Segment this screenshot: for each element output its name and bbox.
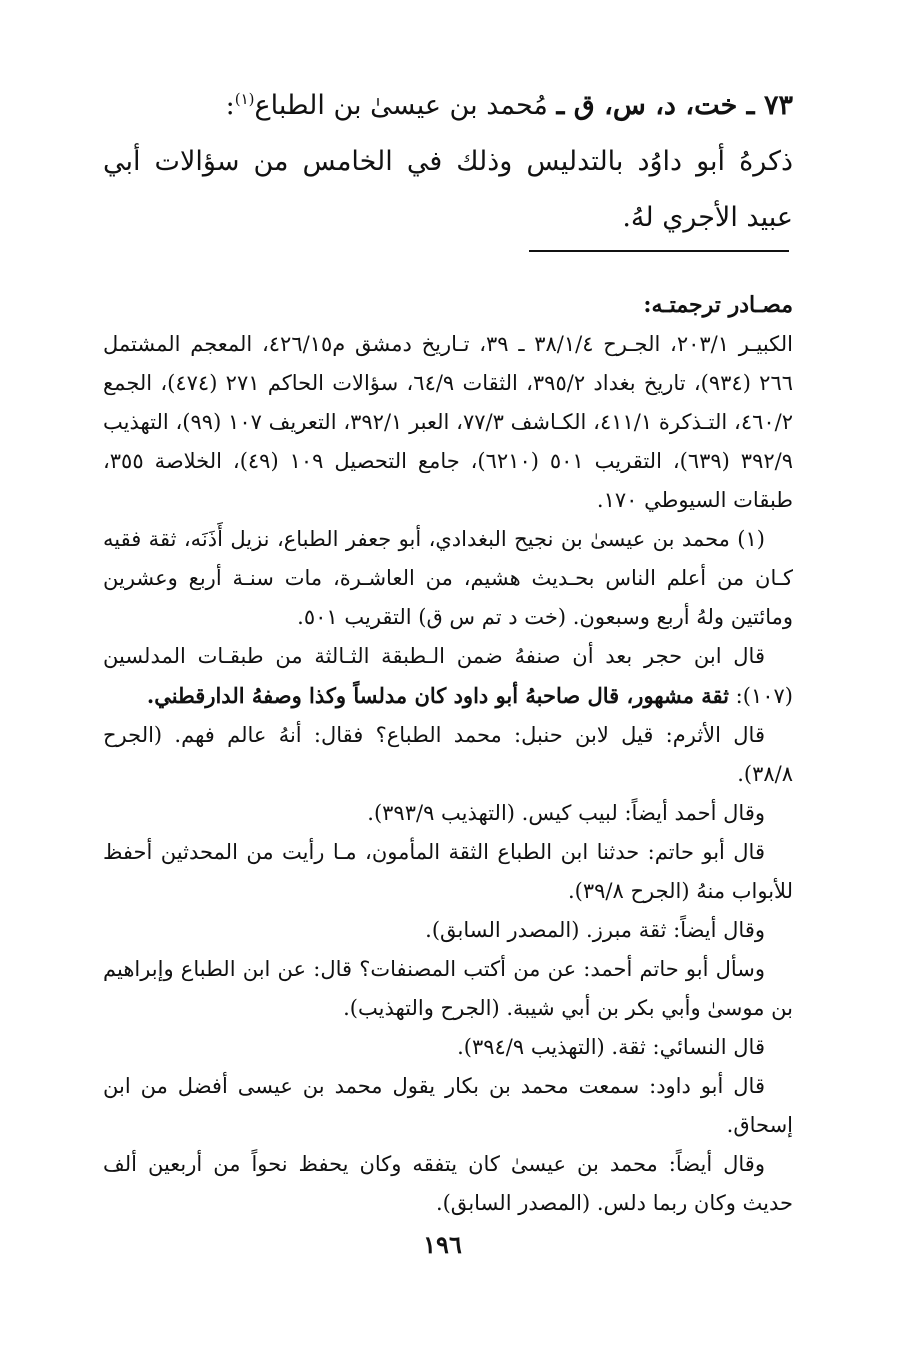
entry-number: ٧٣ ـ خت، د، س، ق ـ (556, 90, 793, 121)
entry-text: ذكرهُ أبو داوُد بالتدليس وذلك في الخامس من سؤالات أبي عبيد الأجري لهُ. (103, 146, 793, 233)
entry-name: مُحمد بن عيسىٰ بن الطباع (254, 90, 548, 121)
footnote-paragraph: قال أبو حاتم: حدثنا ابن الطباع الثقة المأمون، مـا رأيت من المحدثين أحفظ للأبواب منهُ (الجرح ٣٩/٨). (103, 840, 793, 903)
footnote-paragraph (103, 637, 793, 716)
footnote-paragraph: وقال أيضاً: محمد بن عيسىٰ كان يتفقه وكان يحفظ نحواً من أربعين ألف حديث وكان ربما دلس. (المصدر السابق). (103, 1152, 793, 1215)
page-number-text: ١٩٦ (423, 1230, 462, 1259)
footnote-paragraph: قال النسائي: ثقة. (التهذيب ٣٩٤/٩). (457, 1035, 765, 1059)
page-number (0, 1230, 915, 1259)
footnote-paragraph: (١) محمد بن عيسىٰ بن نجيح البغدادي، أبو جعفر الطباع، نزيل أَذَنَه، ثقة فقيه كـان من أعلم الناس بحـديث هشيم، من العاشـرة، مات سنـة أربع وعشرين ومائتين ولهُ أربع وسبعون. (خت د تم س ق) التقريب ٥٠١. (103, 527, 793, 629)
sources-heading: مصـادر ترجمتـه: (643, 292, 793, 318)
footnote-paragraph: وسأل أبو حاتم أحمد: عن من أكتب المصنفات؟ قال: عن ابن الطباع وإبراهيم بن موسىٰ وأبي بكر بن أبي شيبة. (الجرح والتهذيب). (103, 957, 793, 1020)
footnote-paragraph: قال أبو داود: سمعت محمد بن بكار يقول محمد بن عيسى أفضل من ابن إسحاق. (103, 1074, 793, 1137)
note-text-bold: ثقة مشهور، قال صاحبهُ أبو داود كان مدلساً وكذا وصفهُ الدارقطني. (146, 683, 729, 708)
footnotes (103, 286, 793, 1223)
entry-heading (103, 78, 793, 134)
footnote-paragraph: قال الأثرم: قيل لابن حنبل: محمد الطباع؟ فقال: أنهُ عالم فهم. (الجرح ٣٨/٨). (103, 723, 793, 786)
sources-text: الكبيـر ٢٠٣/١، الجـرح ٣٨/١/٤ ـ ٣٩، تـاريخ دمشق م٤٢٦/١٥، المعجم المشتمل ٢٦٦ (٩٣٤)، تاريخ بغداد ٣٩٥/٢، الثقات ٦٤/٩، سؤالات الحاكم ٢٧١ (٤٧٤)، الجمع ٤٦٠/٢، التـذكرة ٤١١/١، الكـاشف ٧٧/٣، العبر ٣٩٢/١، التعريف ١٠٧ (٩٩)، التهذيب ٣٩٢/٩ (٦٣٩)، التقريب ٥٠١ (٦٢١٠)، جامع التحصيل ١٠٩ (٤٩)، الخلاصة ٣٥٥، طبقات السيوطي ١٧٠. (103, 332, 794, 512)
footnote-ref: (١) (234, 90, 255, 108)
footnote-paragraph: وقال أحمد أيضاً: لبيب كيس. (التهذيب ٣٩٣/٩). (367, 801, 765, 825)
main-text (103, 78, 793, 246)
footnote-divider (529, 250, 789, 252)
footnote-paragraph: وقال أيضاً: ثقة مبرز. (المصدر السابق). (425, 918, 765, 942)
note-text: قال ابن حجر بعد أن صنفهُ ضمن الـطبقة الثـالثة من طبقـات المدلسين (١٠٧): (103, 644, 793, 708)
entry-colon: : (225, 90, 235, 121)
